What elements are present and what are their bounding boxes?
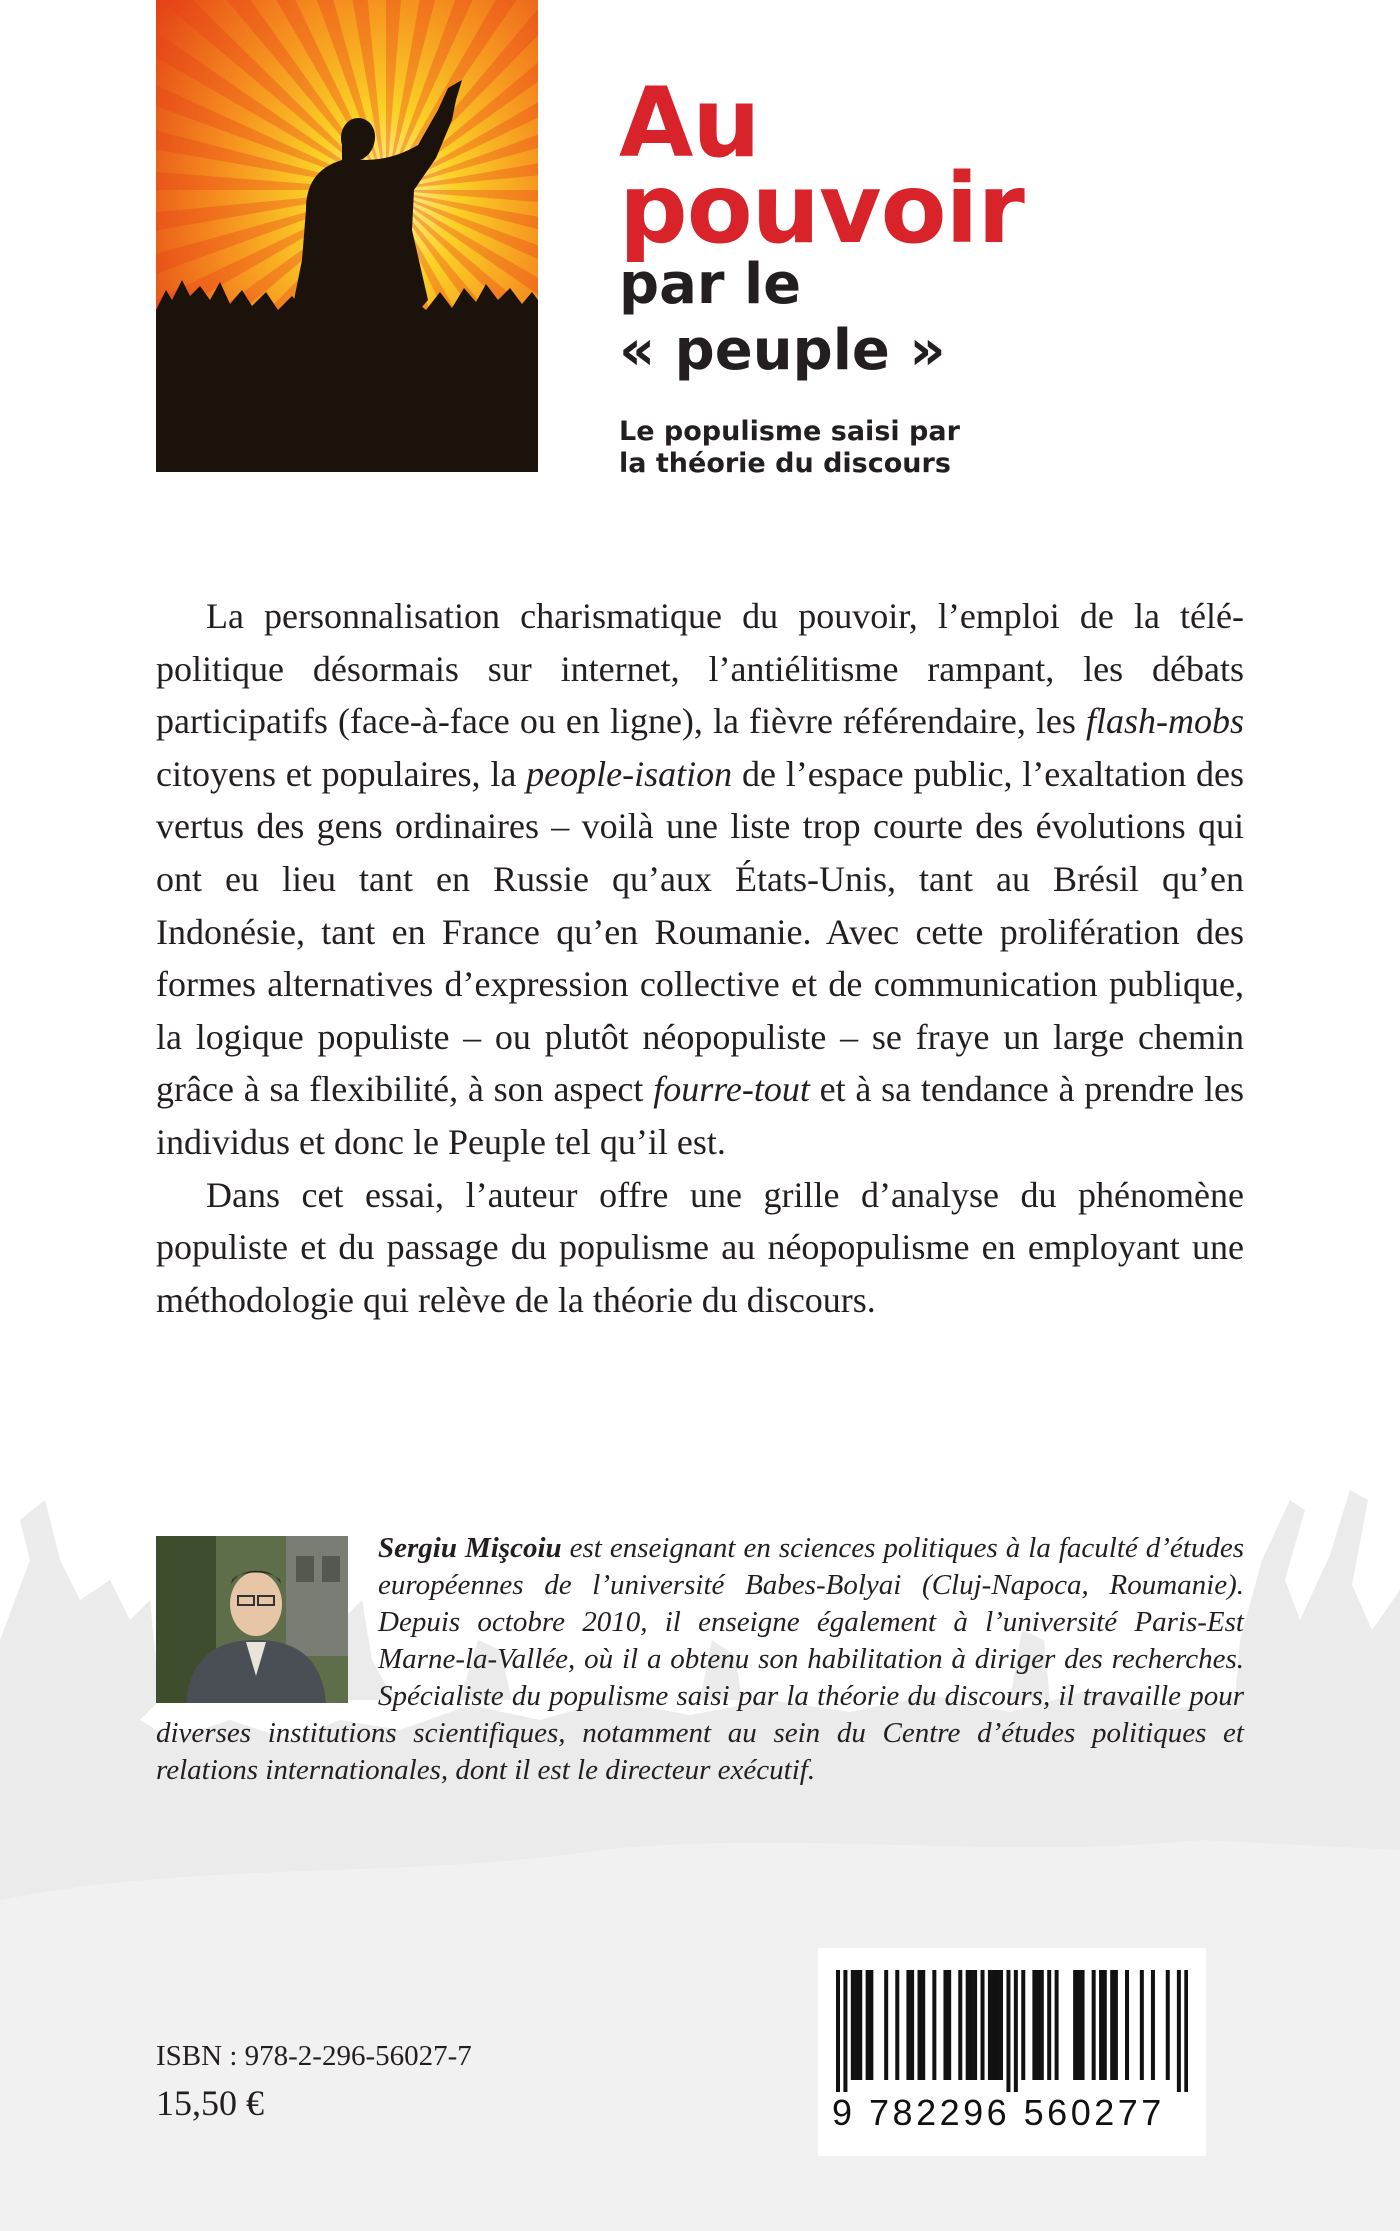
barcode-bar <box>858 1970 862 2080</box>
barcode-bar <box>1103 1970 1107 2080</box>
barcode-bar <box>1032 1970 1036 2080</box>
author-bio <box>156 1530 1244 1789</box>
barcode-bar <box>1021 1970 1025 2080</box>
barcode-bar <box>869 1970 873 2080</box>
barcode-bar <box>973 1970 977 2080</box>
barcode-bar <box>855 1970 859 2080</box>
barcode-bar <box>1099 1970 1103 2080</box>
barcode-bar <box>1166 1970 1170 2080</box>
barcode-bar <box>1036 1970 1040 2080</box>
barcode-bar <box>918 1970 922 2080</box>
barcode-bar <box>958 1970 962 2080</box>
barcode-bar <box>906 1970 910 2080</box>
barcode-bar <box>1006 1970 1010 2092</box>
barcode-bar <box>999 1970 1003 2080</box>
barcode-bar <box>1114 1970 1118 2080</box>
barcode-bar <box>1073 1970 1077 2080</box>
barcode-bar <box>1177 1970 1181 2092</box>
back-cover-blurb <box>156 590 1244 1326</box>
barcode-bar <box>1014 1970 1018 2092</box>
barcode-bar <box>969 1970 973 2080</box>
barcode-bar <box>981 1970 985 2080</box>
barcode-bar <box>1110 1970 1114 2080</box>
barcode-bar <box>992 1970 996 2080</box>
barcode-bar <box>866 1970 870 2080</box>
barcode-bar <box>1047 1970 1051 2080</box>
barcode-bar <box>836 1970 840 2092</box>
subtitle-line-2: la théorie du discours <box>619 448 951 479</box>
barcode-bar <box>1077 1970 1081 2080</box>
barcode-bar <box>1151 1970 1155 2080</box>
book-subtitle <box>619 416 1039 480</box>
barcode-digits: 9 782296 560277 <box>832 2092 1165 2133</box>
title-line-pouvoir: pouvoir <box>619 153 1024 265</box>
barcode-bar <box>884 1970 888 2080</box>
barcode-bar <box>910 1970 914 2080</box>
barcode-bar <box>1140 1970 1144 2080</box>
barcode-bar <box>947 1970 951 2080</box>
barcode-bar <box>995 1970 999 2080</box>
barcode-bar <box>1081 1970 1085 2080</box>
title-line-au: Au <box>619 67 760 179</box>
barcode-bar <box>1055 1970 1059 2080</box>
barcode-bar <box>1184 1970 1188 2092</box>
barcode-bar <box>1092 1970 1096 2080</box>
barcode-bar <box>1125 1970 1129 2080</box>
blurb-paragraph-1: La personnalisation charismatique du pouvoir, l’emploi de la télé-politique désormais sur internet, l’antiélitisme rampant, les débats participatifs (face-à-face ou en ligne), la fièvre référendaire, les flash-mobs citoyens et populaires, la people-isation de l’espace public, l’exaltation des vertus des gens ordinaires – voilà une liste trop courte des évolutions qui ont eu lieu tant en Russie qu’aux États-Unis, tant au Brésil qu’en Indonésie, tant en France qu’en Roumanie. Avec cette prolifération des formes alternatives d’expression collective et de communication publique, la logique populiste – ou plutôt néopopuliste – se fraye un large chemin grâce à sa flexibilité, à son aspect fourre-tout et à sa tendance à prendre les individus et donc le Peuple tel qu’il est. <box>156 596 1245 1162</box>
subtitle-line-1: Le populisme saisi par <box>619 416 960 447</box>
barcode-bar <box>851 1970 855 2080</box>
barcode-bar <box>895 1970 899 2080</box>
author-name: Sergiu Mişcoiu <box>378 1532 562 1564</box>
barcode-bar <box>1040 1970 1044 2080</box>
isbn: ISBN : 978-2-296-56027-7 <box>156 2040 472 2072</box>
title-line-par-le: par le <box>619 252 802 317</box>
price: 15,50 € <box>156 2083 264 2123</box>
blurb-paragraph-2: Dans cet essai, l’auteur offre une grille d’analyse du phénomène populiste et du passage du populisme au néopopulisme en employant une méthodologie qui relève de la théorie du discours. <box>156 1174 1244 1320</box>
barcode-bar <box>843 1970 847 2092</box>
barcode <box>818 1948 1206 2156</box>
barcode-bar <box>988 1970 992 2080</box>
title-line-peuple: « peuple » <box>619 318 946 383</box>
barcode-bars <box>836 1970 1188 2092</box>
barcode-bar <box>943 1970 947 2080</box>
author-bio-text: est enseignant en sciences politiques à la faculté d’études européennes de l’université Babes-Bolyai (Cluj-Napoca, Roumanie). Depuis octobre 2010, il enseigne également à l’université Paris-Est Marne-la-Vallée, où il a obtenu son habilitation à diriger des recherches. Spécialiste du populisme saisi par la théorie du discours, il travaille pour diverses institutions scientifiques, notamment au sein du Centre d’études politiques et relations internationales, dont il est le directeur exécutif. <box>156 1532 1244 1786</box>
book-title <box>619 67 1024 384</box>
barcode-bar <box>966 1970 970 2080</box>
cover-artwork <box>156 0 538 472</box>
barcode-bar <box>932 1970 936 2080</box>
barcode-bar <box>921 1970 925 2080</box>
